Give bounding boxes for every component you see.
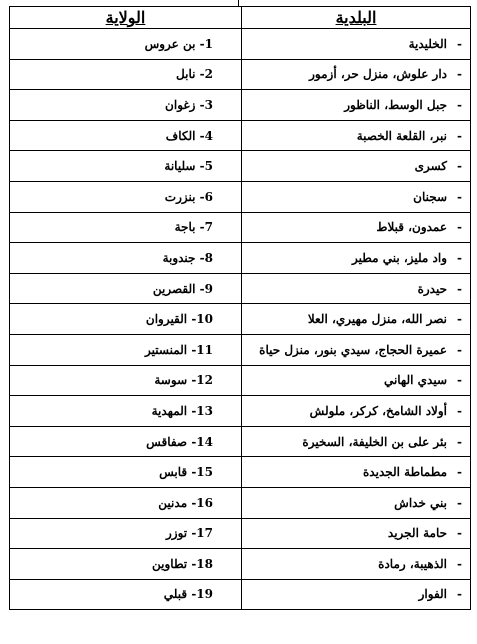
header-state: الولاية — [10, 7, 242, 29]
state-name: القيروان — [145, 312, 188, 327]
state-cell — [10, 120, 242, 151]
state-cell — [10, 549, 242, 580]
municipality-cell — [242, 59, 471, 90]
state-cell — [10, 334, 242, 365]
list-dash: - — [457, 128, 462, 143]
municipality-name: بني خداش — [394, 495, 448, 510]
table-row — [10, 181, 471, 212]
municipality-name: مطماطة الجديدة — [363, 465, 448, 480]
state-name: المنستير — [145, 342, 188, 357]
state-number: 8- — [199, 250, 213, 265]
list-dash: - — [457, 36, 462, 51]
state-number: 17- — [191, 526, 213, 541]
state-cell — [10, 487, 242, 518]
municipality-name: حامة الجريد — [387, 526, 448, 541]
state-number: 12- — [191, 373, 213, 388]
municipality-name: كسرى — [414, 159, 448, 174]
state-number: 19- — [191, 587, 213, 602]
municipality-name: الفوار — [418, 587, 448, 602]
list-dash: - — [457, 97, 462, 112]
municipality-name: عميرة الحجاج، سيدي بنور، منزل حياة — [259, 342, 448, 357]
municipality-name: حيدرة — [417, 281, 448, 296]
municipalities-table — [9, 6, 471, 610]
table-row — [10, 396, 471, 427]
state-number: 15- — [191, 465, 213, 480]
table-row — [10, 29, 471, 60]
state-number: 3- — [199, 97, 213, 112]
list-dash: - — [457, 465, 462, 480]
municipality-name: بئر على بن الخليفة، السخيرة — [302, 434, 448, 449]
municipality-cell — [242, 273, 471, 304]
municipality-cell — [242, 90, 471, 121]
municipality-name: دار علوش، منزل حر، أزمور — [309, 67, 448, 82]
state-name: سوسة — [154, 373, 188, 388]
municipality-name: الذهيبة، رمادة — [378, 556, 448, 571]
table-row — [10, 549, 471, 580]
state-name: باجة — [174, 220, 196, 235]
state-number: 13- — [191, 403, 213, 418]
state-name: تطاوين — [152, 556, 188, 571]
state-name: جندوبة — [162, 250, 196, 265]
state-name: الكاف — [165, 128, 196, 143]
header-municipality: البلدية — [242, 7, 471, 29]
state-cell — [10, 90, 242, 121]
list-dash: - — [457, 587, 462, 602]
list-dash: - — [457, 312, 462, 327]
state-number: 7- — [199, 220, 213, 235]
municipality-name: واد مليز، بني مطير — [352, 250, 448, 265]
list-dash: - — [457, 526, 462, 541]
municipality-cell — [242, 365, 471, 396]
table-row — [10, 304, 471, 335]
table-row — [10, 365, 471, 396]
state-number: 2- — [199, 67, 213, 82]
municipality-name: جبل الوسط، الناظور — [344, 97, 448, 112]
state-cell — [10, 304, 242, 335]
municipality-cell — [242, 120, 471, 151]
state-cell — [10, 396, 242, 427]
state-name: القصرين — [152, 281, 196, 296]
state-cell — [10, 273, 242, 304]
state-cell — [10, 365, 242, 396]
state-name: زغوان — [165, 97, 196, 112]
state-number: 10- — [191, 312, 213, 327]
state-name: قابس — [159, 465, 188, 480]
state-cell — [10, 579, 242, 610]
state-name: مدنين — [158, 495, 188, 510]
municipality-cell — [242, 304, 471, 335]
state-cell — [10, 151, 242, 182]
municipality-name: سيدي الهاني — [383, 373, 448, 388]
state-number: 14- — [191, 434, 213, 449]
municipality-name: الخليدية — [408, 36, 448, 51]
list-dash: - — [457, 495, 462, 510]
list-dash: - — [457, 220, 462, 235]
state-number: 9- — [199, 281, 213, 296]
table-row — [10, 59, 471, 90]
municipality-cell — [242, 334, 471, 365]
state-name: نابل — [176, 67, 196, 82]
municipality-name: نبر، القلعة الخصبة — [356, 128, 448, 143]
state-number: 6- — [199, 189, 213, 204]
state-number: 1- — [199, 36, 213, 51]
state-name: قبلي — [163, 587, 188, 602]
state-cell — [10, 29, 242, 60]
municipality-cell — [242, 212, 471, 243]
municipality-cell — [242, 396, 471, 427]
table-row — [10, 457, 471, 488]
list-dash: - — [457, 281, 462, 296]
state-name: بنزرت — [164, 189, 196, 204]
list-dash: - — [457, 67, 462, 82]
table-row — [10, 518, 471, 549]
list-dash: - — [457, 373, 462, 388]
municipality-name: عمدون، قبلاط — [376, 220, 448, 235]
state-cell — [10, 212, 242, 243]
state-number: 16- — [191, 495, 213, 510]
municipality-name: نصر الله، منزل مهيري، العلا — [307, 312, 448, 327]
state-name: بن عروس — [144, 36, 196, 51]
table-row — [10, 90, 471, 121]
list-dash: - — [457, 556, 462, 571]
municipality-name: أولاد الشامخ، كركر، ملولش — [309, 403, 448, 418]
table-row — [10, 120, 471, 151]
municipality-cell — [242, 579, 471, 610]
state-number: 11- — [191, 342, 213, 357]
table-row — [10, 273, 471, 304]
state-cell — [10, 243, 242, 274]
municipality-cell — [242, 426, 471, 457]
table-row — [10, 151, 471, 182]
municipality-cell — [242, 181, 471, 212]
table-row — [10, 426, 471, 457]
list-dash: - — [457, 342, 462, 357]
municipality-cell — [242, 457, 471, 488]
list-dash: - — [457, 159, 462, 174]
municipality-cell — [242, 243, 471, 274]
state-cell — [10, 518, 242, 549]
list-dash: - — [457, 434, 462, 449]
state-name: المهدية — [151, 403, 188, 418]
state-name: توزر — [165, 526, 188, 541]
municipality-name: سجنان — [413, 189, 448, 204]
list-dash: - — [457, 250, 462, 265]
table-row — [10, 487, 471, 518]
list-dash: - — [457, 403, 462, 418]
table-body — [10, 29, 471, 610]
state-number: 4- — [199, 128, 213, 143]
state-name: صفاقس — [146, 434, 188, 449]
municipality-cell — [242, 151, 471, 182]
municipality-cell — [242, 549, 471, 580]
state-number: 5- — [199, 159, 213, 174]
state-cell — [10, 457, 242, 488]
state-cell — [10, 426, 242, 457]
municipality-cell — [242, 29, 471, 60]
state-number: 18- — [191, 556, 213, 571]
state-name: سليانة — [164, 159, 196, 174]
state-cell — [10, 59, 242, 90]
list-dash: - — [457, 189, 462, 204]
state-cell — [10, 181, 242, 212]
table-row — [10, 579, 471, 610]
table-row — [10, 212, 471, 243]
municipality-cell — [242, 518, 471, 549]
table-row — [10, 334, 471, 365]
table-row — [10, 243, 471, 274]
table-header-row — [10, 7, 471, 29]
municipality-cell — [242, 487, 471, 518]
